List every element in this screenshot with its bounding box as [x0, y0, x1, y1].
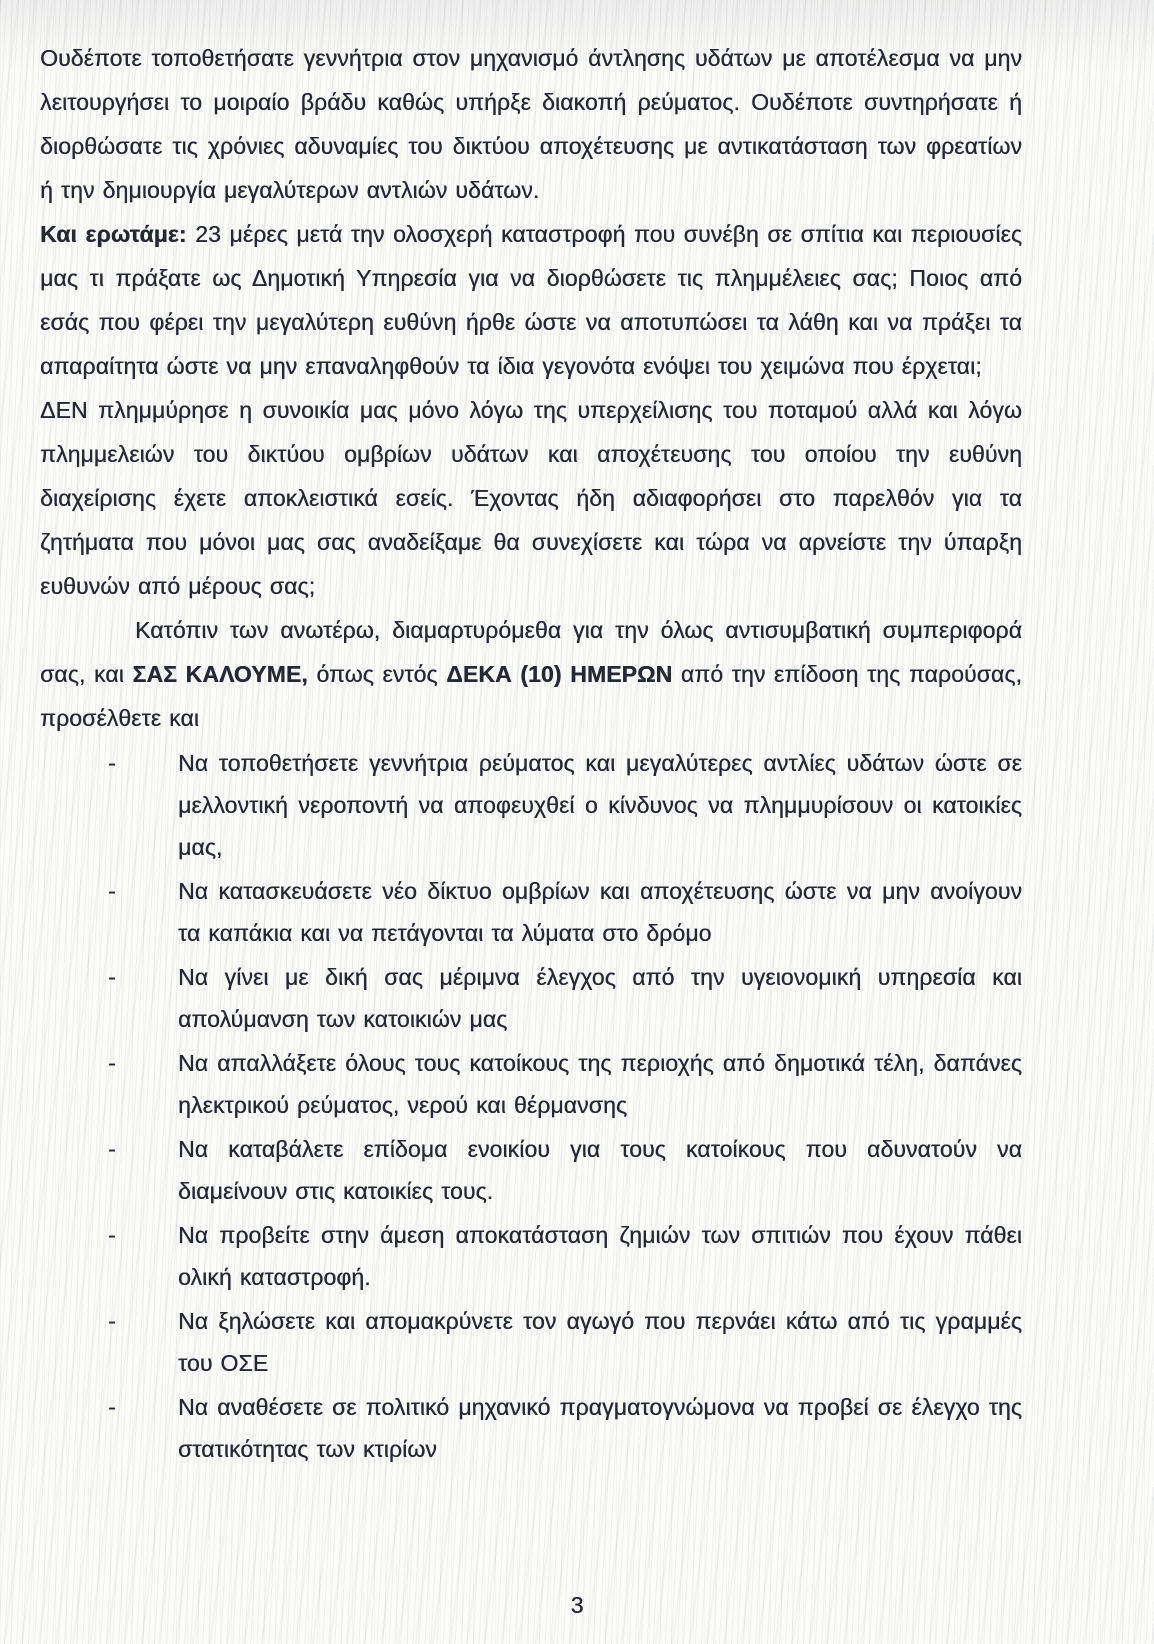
dash-bullet-marker: - [108, 1222, 116, 1248]
paragraph-text: Ουδέποτε τοποθετήσατε γεννήτρια στον μηχανισμό άντλησης υδάτων με αποτέλεσμα να μην λειτουργήσει το μοιραίο βράδυ καθώς υπήρξε διακοπή ρεύματος. Ουδέποτε συντηρήσατε ή διορθώσατε τις χρόνιες αδυναμίες του δικτύου αποχέτευσης με αντικατάσταση των φρεατίων ή την δημιουργία μεγαλύτερων αντλιών υδάτων. [40, 45, 1022, 203]
document-text-block [40, 36, 1022, 1472]
paragraph-and-we-ask [40, 212, 1022, 388]
demand-item [40, 742, 1022, 868]
demand-text: Να ξηλώσετε και απομακρύνετε τον αγωγό που περνάει κάτω από τις γραμμές του ΟΣΕ [178, 1308, 1022, 1376]
paragraph-never-installed-generator [40, 36, 1022, 212]
paragraph-flood-causes [40, 388, 1022, 608]
we-call-you-bold: ΣΑΣ ΚΑΛΟΥΜΕ, [132, 661, 308, 687]
dash-bullet-marker: - [108, 1308, 116, 1334]
paragraph-text: από την επίδοση της παρούσας, προσέλθετε και [40, 661, 1023, 731]
demand-text: Να γίνει με δική σας μέριμνα έλεγχος από την υγειονομική υπηρεσία και απολύμανση των κατοικιών μας [178, 964, 1022, 1032]
demand-item [40, 1300, 1022, 1384]
paragraph-lead-bold: Και ερωτάμε: [40, 221, 187, 247]
demand-text: Να καταβάλετε επίδομα ενοικίου για τους κατοίκους που αδυνατούν να διαμείνουν στις κατοικίες τους. [178, 1136, 1022, 1204]
paragraph-text: ΔΕΝ πλημμύρησε η συνοικία μας μόνο λόγω της υπερχείλισης του ποταμού αλλά και λόγω πλημμελειών του δικτύου ομβρίων υδάτων και αποχέτευσης του οποίου την ευθύνη διαχείρισης έχετε αποκλειστικά εσείς. Έχοντας ήδη αδιαφορήσει στο παρελθόν για τα ζητήματα που μόνοι μας σας αναδείξαμε θα συνεχίσετε και τώρα να αρνείστε την ύπαρξη ευθυνών από μέρους σας; [40, 397, 1022, 599]
dash-bullet-marker: - [108, 1394, 116, 1420]
demand-text: Να απαλλάξετε όλους τους κατοίκους της περιοχής από δημοτικά τέλη, δαπάνες ηλεκτρικού ρεύματος, νερού και θέρμανσης [178, 1050, 1022, 1118]
demand-text: Να αναθέσετε σε πολιτικό μηχανικό πραγματογνώμονα να προβεί σε έλεγχο της στατικότητας των κτιρίων [178, 1394, 1022, 1462]
demand-text: Να τοποθετήσετε γεννήτρια ρεύματος και μεγαλύτερες αντλίες υδάτων ώστε σε μελλοντική νεροποντή να αποφευχθεί ο κίνδυνος να πλημμυρίσουν οι κατοικίες μας, [178, 750, 1022, 860]
demand-item [40, 1042, 1022, 1126]
dash-bullet-marker: - [108, 878, 116, 904]
paragraph-text: 23 μέρες μετά την ολοσχερή καταστροφή που συνέβη σε σπίτια και περιουσίες μας τι πράξατε ως Δημοτική Υπηρεσία για να διορθώσετε τις πλημμέλειες σας; Ποιος από εσάς που φέρει την μεγαλύτερη ευθύνη ήρθε ώστε να αποτυπώσει τα λάθη και να πράξει τα απαραίτητα ώστε να μην επαναληφθούν τα ίδια γεγονότα ενόψει του χειμώνα που έρχεται; [40, 221, 1023, 379]
ten-days-bold: ΔΕΚΑ (10) ΗΜΕΡΩΝ [446, 661, 673, 687]
paragraph-text: όπως εντός [307, 661, 447, 687]
demand-text: Να κατασκευάσετε νέο δίκτυο ομβρίων και αποχέτευσης ώστε να μην ανοίγουν τα καπάκια και να πετάγονται τα λύματα στο δρόμο [178, 878, 1022, 946]
demand-text: Να προβείτε στην άμεση αποκατάσταση ζημιών των σπιτιών που έχουν πάθει ολική καταστροφή. [178, 1222, 1022, 1290]
demand-item [40, 870, 1022, 954]
demand-item [40, 1214, 1022, 1298]
demand-item [40, 1386, 1022, 1470]
dash-bullet-marker: - [108, 1136, 116, 1162]
dash-bullet-marker: - [108, 964, 116, 990]
demand-item [40, 1128, 1022, 1212]
paragraph-formal-demand [40, 608, 1022, 740]
page-number: 3 [570, 1592, 584, 1618]
demand-item [40, 956, 1022, 1040]
paragraph-text: Κατόπιν των ανωτέρω, διαμαρτυρόμεθα για την όλως αντισυμβατική συμπεριφορά σας, και [40, 617, 1022, 687]
demand-list [40, 742, 1022, 1470]
dash-bullet-marker: - [108, 750, 116, 776]
dash-bullet-marker: - [108, 1050, 116, 1076]
